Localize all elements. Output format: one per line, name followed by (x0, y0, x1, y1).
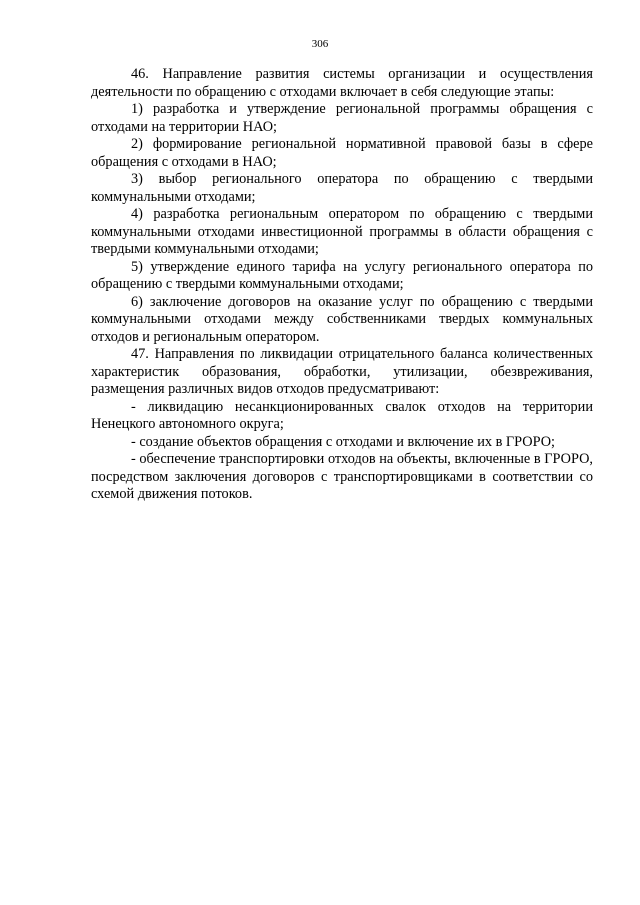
page-number: 306 (311, 38, 329, 50)
bullet-item-1: - ликвидацию несанкционированных свалок отходов на территории Ненецкого автономного округа; (91, 398, 593, 432)
list-item-1: 1) разработка и утверждение региональной программы обращения с отходами на территории НАО; (91, 101, 593, 135)
list-item-2: 2) формирование региональной нормативной правовой базы в сфере обращения с отходами в НАО; (91, 136, 593, 170)
document-body (91, 66, 593, 504)
bullet-item-2: - создание объектов обращения с отходами и включение их в ГРОРО; (131, 433, 556, 450)
list-item-4: 4) разработка региональным оператором по обращению с твердыми коммунальными отходами инвестиционной программы в области обращения с твердыми коммунальными отходами; (91, 206, 593, 257)
paragraph-47-intro: 47. Направления по ликвидации отрицательного баланса количественных характеристик образования, обработки, утилизации, обезвреживания, размещения различных видов отходов предусматривают: (91, 346, 593, 397)
bullet-item-3: - обеспечение транспортировки отходов на объекты, включенные в ГРОРО, посредством заключения договоров с транспортировщиками в соответствии со схемой движения потоков. (91, 451, 593, 502)
paragraph-46-intro: 46. Направление развития системы организации и осуществления деятельности по обращению с отходами включает в себя следующие этапы: (91, 66, 593, 100)
list-item-5: 5) утверждение единого тарифа на услугу регионального оператора по обращению с твердыми коммунальными отходами; (91, 258, 593, 292)
list-item-3: 3) выбор регионального оператора по обращению с твердыми коммунальными отходами; (91, 171, 593, 205)
list-item-6: 6) заключение договоров на оказание услуг по обращению с твердыми коммунальными отходами между собственниками твердых коммунальных отходов и региональным оператором. (91, 293, 593, 345)
